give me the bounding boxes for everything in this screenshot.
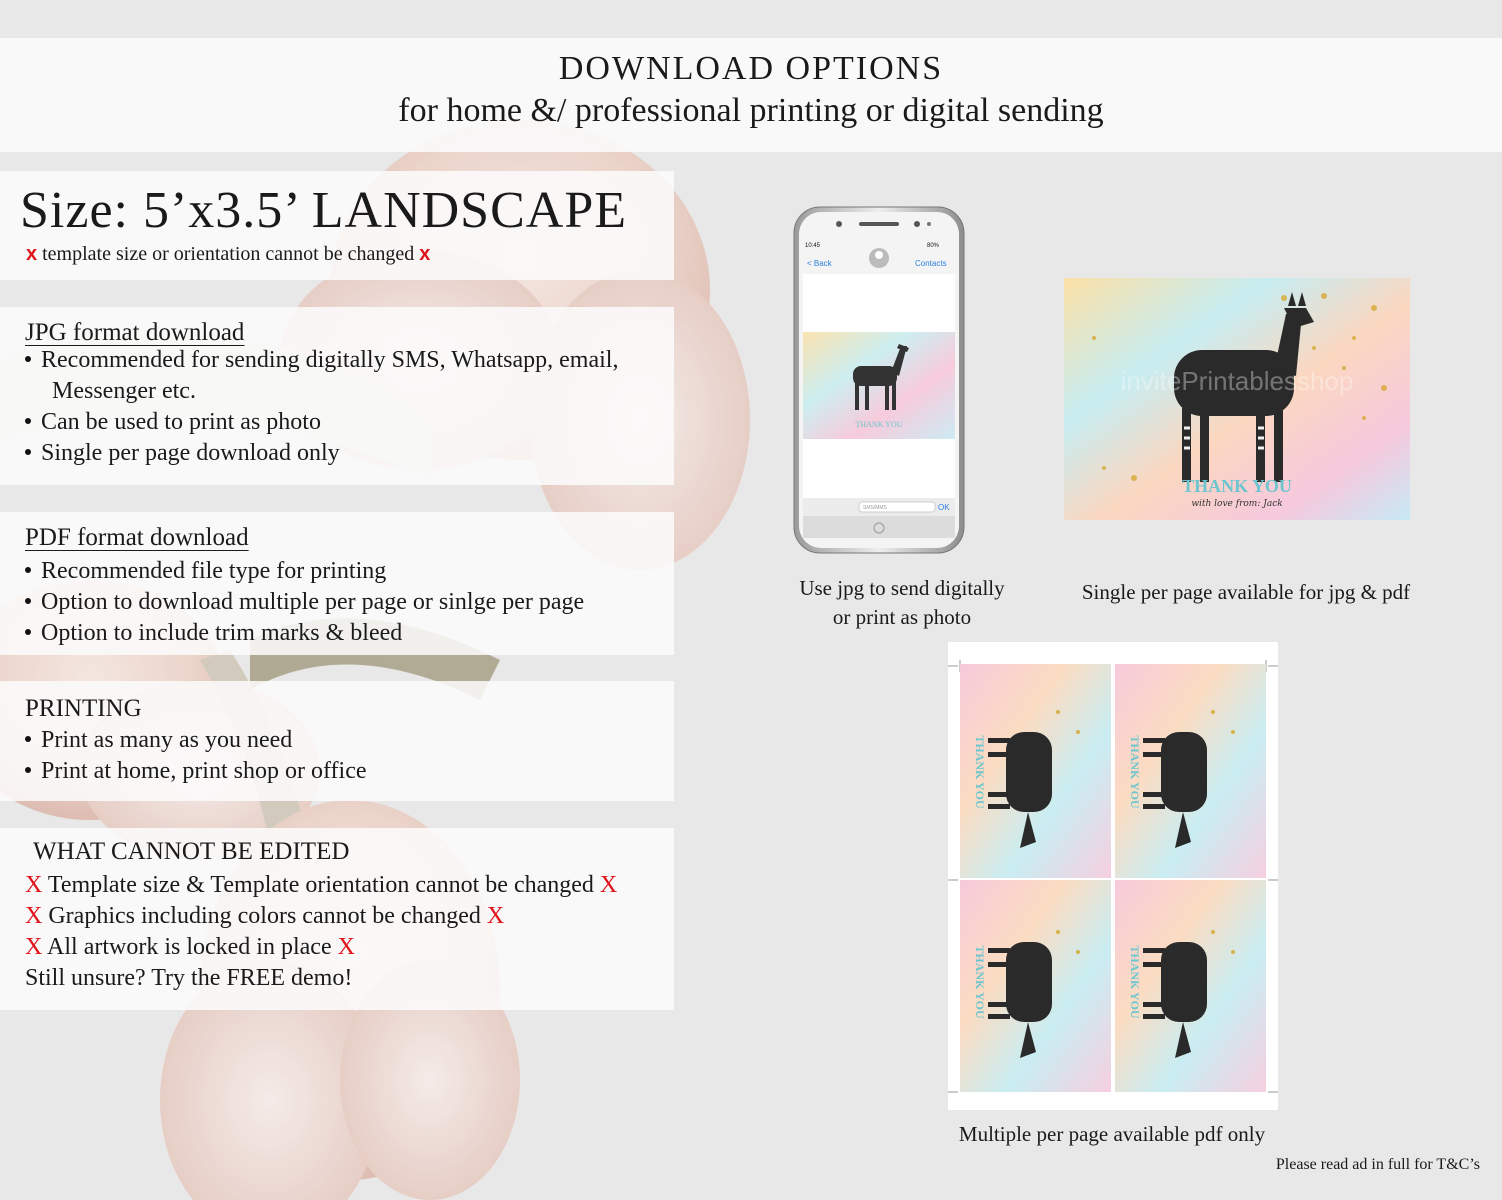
- phone-card-thank-you: THANK YOU: [855, 420, 903, 429]
- multi-caption: Multiple per page available pdf only: [958, 1122, 1266, 1146]
- bullet-icon: [25, 629, 31, 635]
- card-thank-you: THANK YOU: [1182, 476, 1292, 496]
- phone-contacts-link: Contacts: [915, 259, 947, 268]
- x-mark-icon: X: [486, 903, 505, 929]
- size-panel: [0, 171, 674, 280]
- x-mark-icon: X: [25, 872, 43, 898]
- card-tile: [960, 664, 1111, 878]
- list-item: X All artwork is locked in place X: [25, 934, 355, 960]
- x-mark-icon: X: [25, 903, 43, 929]
- cannot-edit-title: WHAT CANNOT BE EDITED: [33, 838, 350, 865]
- list-item: Recommended file type for printing: [25, 558, 386, 585]
- list-item: Print at home, print shop or office: [25, 758, 367, 785]
- bullet-icon: [25, 418, 31, 424]
- card-with-love: with love from: Jack: [1191, 499, 1283, 509]
- x-mark-icon: X: [25, 934, 43, 960]
- footer-note: Please read ad in full for T&C’s: [1275, 1156, 1480, 1173]
- single-caption: Single per page available for jpg & pdf: [1081, 580, 1411, 604]
- watermark-text: invitePrintablesshop: [1120, 366, 1354, 396]
- list-item: Single per page download only: [25, 440, 340, 467]
- list-item: Recommended for sending digitally SMS, Whatsapp, email,: [25, 347, 618, 374]
- bullet-icon: [25, 567, 31, 573]
- printing-title: PRINTING: [25, 695, 142, 722]
- header-band: [0, 38, 1502, 152]
- tile-thank-you: THANK YOU: [973, 945, 987, 1019]
- cannot-edit-panel: [0, 828, 674, 1010]
- phone-back-button: < Back: [807, 259, 832, 268]
- x-mark-icon: X: [599, 872, 618, 898]
- tile-thank-you: THANK YOU: [1128, 735, 1142, 809]
- phone-battery: 80%: [927, 243, 940, 249]
- jpg-panel: [0, 307, 674, 485]
- list-item: Print as many as you need: [25, 727, 292, 754]
- card-tile: [1115, 664, 1266, 878]
- bullet-icon: [25, 356, 31, 362]
- printing-panel: [0, 681, 674, 801]
- phone-mockup: [793, 206, 965, 554]
- page-subtitle: for home &/ professional printing or digital sending: [398, 92, 1104, 129]
- pdf-title: PDF format download: [25, 524, 249, 551]
- single-card-preview: [1064, 278, 1410, 520]
- x-mark-icon: x: [419, 243, 431, 265]
- phone-caption: Use jpg to send digitally or print as photo: [799, 576, 1005, 629]
- sms-input: SMS/MMS: [863, 505, 887, 511]
- card-tile: [1115, 880, 1266, 1092]
- jpg-title: JPG format download: [25, 319, 245, 346]
- card-tile: [960, 880, 1111, 1092]
- bullet-icon: [25, 449, 31, 455]
- page-title: DOWNLOAD OPTIONS: [558, 50, 944, 87]
- bullet-icon: [25, 598, 31, 604]
- size-title: Size: 5’x3.5’ LANDSCAPE: [20, 182, 628, 239]
- multi-card-grid: [948, 642, 1278, 1110]
- list-item: X Graphics including colors cannot be changed X: [25, 903, 505, 929]
- list-item: X Template size & Template orientation cannot be changed X: [25, 872, 618, 898]
- demo-text: Still unsure? Try the FREE demo!: [25, 965, 353, 991]
- tile-thank-you: THANK YOU: [1128, 945, 1142, 1019]
- bullet-icon: [25, 767, 31, 773]
- multi-page-sheet: [948, 642, 1278, 1110]
- pdf-panel: [0, 512, 674, 655]
- list-item: Can be used to print as photo: [25, 409, 321, 436]
- size-note-text: template size or orientation cannot be changed: [37, 243, 420, 265]
- bullet-icon: [25, 736, 31, 742]
- x-mark-icon: X: [337, 934, 355, 960]
- x-mark-icon: x: [26, 243, 38, 265]
- list-item: Option to download multiple per page or sinlge per page: [25, 589, 584, 616]
- size-note: [26, 243, 430, 266]
- list-item: Messenger etc.: [52, 378, 196, 404]
- tile-thank-you: THANK YOU: [973, 735, 987, 809]
- phone-time: 10:45: [805, 243, 821, 249]
- sms-ok-button: OK: [938, 503, 950, 512]
- list-item: Option to include trim marks & bleed: [25, 620, 402, 647]
